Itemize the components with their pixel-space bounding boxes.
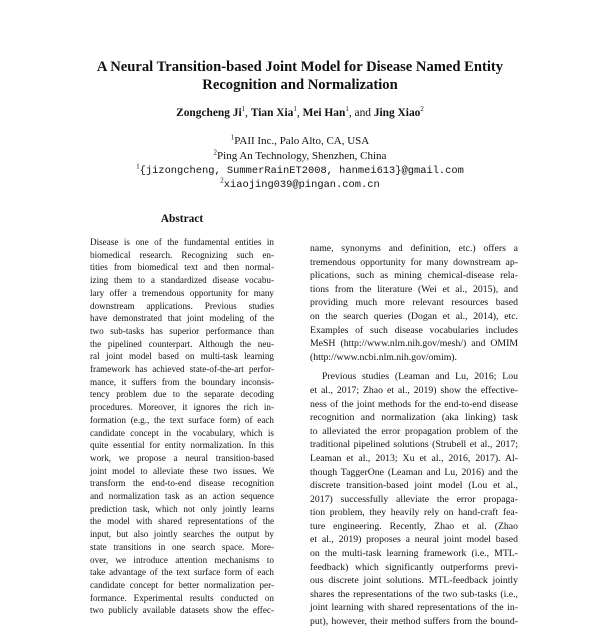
body-line: Previous studies (Leaman and Lu, 2016; Lou bbox=[322, 371, 518, 383]
body-line: providing much more relevant resources based bbox=[310, 297, 518, 309]
abstract-line: have demonstrated that joint modeling of the bbox=[90, 313, 274, 324]
abstract-line: downstream applications. Previous studies bbox=[90, 300, 274, 311]
email-mark: 2 bbox=[220, 176, 224, 185]
intro-body bbox=[310, 242, 518, 629]
email-mark: 1 bbox=[136, 162, 140, 171]
abstract-line: formation (e.g., the text surface form) of each bbox=[90, 414, 274, 425]
author-affiliation-mark: 1 bbox=[241, 105, 246, 114]
abstract-line: take advantage of the text surface form of each bbox=[90, 567, 274, 578]
abstract-line: candidate concept for better normalization per- bbox=[90, 579, 274, 590]
abstract-line: transform the end-to-end disease recognition bbox=[90, 478, 274, 489]
author-separator: , bbox=[245, 107, 251, 119]
email-line-1 bbox=[60, 163, 540, 178]
body-line: MeSH (http://www.nlm.nih.gov/mesh/) and OMIM bbox=[310, 338, 518, 350]
abstract-line: state transitions in one search space. More- bbox=[90, 541, 274, 552]
author-name: Mei Han bbox=[302, 107, 346, 119]
abstract-line: and normalization task as an action sequence bbox=[90, 491, 274, 502]
affiliation-mark: 1 bbox=[230, 133, 235, 142]
email-address[interactable]: xiaojing039@pingan.com.cn bbox=[223, 179, 380, 191]
body-line: et al., 2019) proposes a neural joint model based bbox=[310, 534, 518, 546]
abstract-line: framework has achieved state-of-the-art perfor- bbox=[90, 364, 274, 375]
body-line: Examples of such disease vocabularies includes bbox=[310, 324, 518, 336]
body-line: (http://www.ncbi.nlm.nih.gov/omim). bbox=[310, 351, 457, 363]
body-line: on the multi-task learning framework (i.e., MTL- bbox=[310, 548, 518, 560]
body-line: et al., 2017; Zhao et al., 2019) show the effective- bbox=[310, 384, 518, 396]
title-line-2: Recognition and Normalization bbox=[202, 77, 398, 93]
abstract-heading: Abstract bbox=[160, 213, 204, 225]
author-affiliation-mark: 2 bbox=[420, 105, 424, 114]
body-line: ture engineering. Recently, Zhao et al. (Zhao bbox=[310, 520, 518, 532]
body-line: on the search queries (Dogan et al., 2014), etc. bbox=[310, 310, 518, 322]
abstract-line: lary offer a tremendous opportunity for many bbox=[90, 287, 274, 298]
body-line: put), however, their method suffers from the bound- bbox=[310, 616, 518, 628]
abstract-line: the pipelined counterpart. Although the neu- bbox=[90, 338, 274, 349]
abstract-line: two publicly available datasets show the effec- bbox=[90, 605, 274, 616]
body-line: ness of the joint methods for the end-to-end disease bbox=[310, 398, 518, 410]
abstract-line: tency problem due to the separate decoding bbox=[90, 389, 274, 400]
affiliation-1 bbox=[60, 134, 540, 148]
abstract-line: work, we propose a neural transition-based bbox=[90, 452, 274, 463]
body-line: discrete transition-based joint model (Lou et al., bbox=[310, 480, 518, 492]
body-line: shares the representations of the two sub-tasks (i.e., bbox=[310, 588, 518, 600]
body-line: 2017) successfully alleviate the error propaga- bbox=[310, 493, 518, 505]
abstract-line: joint model to alleviate these two issues. We bbox=[90, 465, 274, 476]
author-separator: , bbox=[296, 107, 303, 119]
abstract-line: tities from biomedical text and then normal- bbox=[90, 262, 274, 273]
abstract-line: candidate concept in the vocabulary, which is bbox=[90, 427, 274, 438]
body-line: though TaggerOne (Leaman and Lu, 2016) and the bbox=[310, 466, 518, 478]
email-line-2 bbox=[60, 177, 540, 192]
body-line: recognition and normalization (aka linking) task bbox=[310, 412, 518, 424]
abstract-line: formance. Experimental results conducted on bbox=[90, 592, 274, 603]
affiliation-text: Ping An Technology, Shenzhen, China bbox=[217, 150, 387, 162]
abstract-line: the model with shared representations of the bbox=[90, 516, 274, 527]
author-name: Tian Xia bbox=[250, 107, 294, 119]
abstract-line: Disease is one of the fundamental entities in bbox=[90, 237, 274, 247]
author-list bbox=[60, 107, 540, 119]
body-line: tions from the literature (Wei et al., 2015), and bbox=[310, 283, 518, 295]
intro-paragraph-1 bbox=[310, 242, 518, 364]
affiliation-text: PAII Inc., Palo Alto, CA, USA bbox=[234, 135, 370, 147]
body-line: Leaman et al., 2013; Xu et al., 2016, 2017). Al- bbox=[310, 452, 518, 464]
abstract-line: ral joint model based on multi-task learning bbox=[90, 351, 274, 362]
abstract-line: prediction task, which not only jointly learns bbox=[90, 503, 274, 514]
author-affiliation-mark: 1 bbox=[293, 105, 297, 114]
email-address[interactable]: {jizongcheng, SummerRainET2008, hanmei613}@gmail.com bbox=[139, 165, 464, 177]
abstract-line: biomedical research. Recognizing such en- bbox=[90, 249, 274, 260]
author-affiliation-mark: 1 bbox=[345, 105, 349, 114]
body-line: feedback) which significantly outperforms previ- bbox=[310, 561, 518, 573]
body-line: name, synonyms and definition, etc.) offers a bbox=[310, 243, 518, 254]
abstract-line: over, we introduce attention mechanisms to bbox=[90, 554, 274, 565]
author-conjunction: , and bbox=[348, 107, 374, 119]
body-line: ous discrete joint solutions. MTL-feedback jointly bbox=[310, 575, 518, 587]
abstract-line: izing them to a standardized disease vocabu- bbox=[90, 275, 274, 286]
body-line: tion problem, they heavily rely on hand-craft fea- bbox=[310, 507, 518, 519]
affiliation-mark: 2 bbox=[213, 148, 218, 157]
abstract-line: procedures. Moreover, it ignores the rich in- bbox=[90, 402, 274, 413]
abstract-body bbox=[90, 236, 274, 617]
body-line: plications, such as mining chemical-disease rela- bbox=[310, 270, 518, 282]
abstract-line: quite essential for entity normalization. In this bbox=[90, 440, 274, 451]
author-name: Zongcheng Ji bbox=[176, 107, 242, 119]
intro-paragraph-2 bbox=[310, 370, 518, 628]
title-line-1: A Neural Transition-based Joint Model for Disease Named Entity bbox=[96, 59, 504, 75]
body-line: joint learning with shared representations of the in- bbox=[310, 602, 518, 614]
body-line: to alleviated the error propagation problem of the bbox=[310, 425, 518, 437]
author-name: Jing Xiao bbox=[373, 107, 421, 119]
body-line: tremendous opportunity for many downstream ap- bbox=[310, 256, 518, 268]
paper-title bbox=[60, 58, 540, 94]
affiliation-2 bbox=[60, 149, 540, 163]
body-line: traditional pipelined solutions (Strubell et al., 2017; bbox=[310, 439, 518, 451]
abstract-line: input, but also jointly searches the output by bbox=[90, 529, 274, 540]
abstract-line: mance, it suffers from the boundary inconsis- bbox=[90, 376, 274, 387]
abstract-line: two sub-tasks has superior performance than bbox=[90, 325, 274, 336]
